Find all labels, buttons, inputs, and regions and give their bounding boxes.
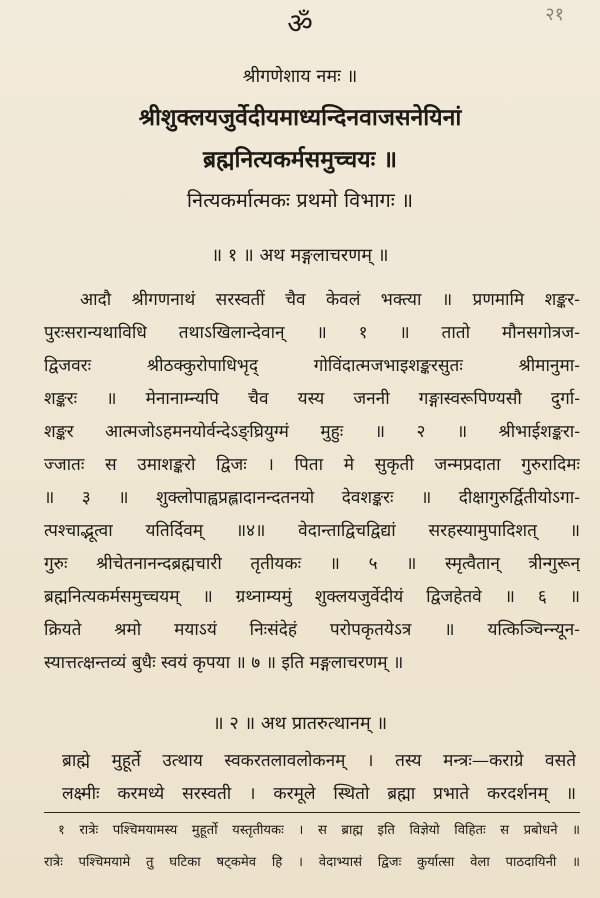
text-line: ब्राह्मे मुहूर्ते उत्थाय स्वकरतलावलोकनम् । तस्य मन्त्रः—कराग्रे वसते [62, 751, 576, 771]
invocation-heading: श्रीगणेशाय नमः ॥ [242, 66, 358, 87]
section-2-body [62, 745, 576, 811]
text-line: गुरुः श्रीचेतनानन्दब्रह्मचारी तृतीयकः ॥ ५ ॥ स्मृत्वैतान् त्रीन्गुरून् [44, 554, 580, 574]
section-2-heading: ॥ २ ॥ अथ प्रातरुत्थानम् ॥ [212, 713, 388, 734]
text-line: पुरःसरान्यथाविधि तथाऽखिलान्देवान् ॥ १ ॥ तातो मौनसगोत्रज- [44, 323, 580, 343]
text-line: क्रियते श्रमो मयाऽयं निःसंदेहं परोपकृतयेऽत्र ॥ यत्किञ्चिन्न्यून- [44, 620, 580, 640]
page-number: २१ [545, 4, 564, 25]
title-line-1: श्रीशुक्लयजुर्वेदीयमाध्यन्दिनवाजसनेयिनां [138, 104, 462, 131]
subtitle: नित्यकर्मात्मकः प्रथमो विभागः ॥ [186, 188, 414, 212]
text-line: स्यात्तत्क्षन्तव्यं बुधैः स्वयं कृपया ॥ ७ ॥ इति मङ्गलाचरणम् ॥ [44, 653, 404, 673]
text-line: शङ्करः ॥ मेनानाम्न्यपि चैव यस्य जननी गङ्गास्वरूपिण्यसौ दुर्गा- [44, 389, 580, 409]
text-line: ॥ ३ ॥ शुक्लोपाह्वप्रह्लादानन्दतनयो देवशङ्करः ॥ दीक्षागुरुर्द्वितीयोऽगा- [44, 488, 580, 508]
text-line: त्पश्चाद्भूत्वा यतिर्दिवम् ॥४॥ वेदान्ताद्विचद्विद्यां सरहस्यामुपादिशत् ॥ [44, 521, 580, 541]
title-line-2: ब्रह्मनित्यकर्मसमुच्चयः ॥ [202, 146, 398, 173]
text-line: ज्जातः स उमाशङ्करो द्विजः । पिता मे सुकृती जन्मप्रदाता गुरुरादिमः [44, 455, 580, 475]
footnote-line: १ रात्रेः पश्चिमयामस्य मुहूर्तो यस्तृतीयकः । स ब्राह्म इति विज्ञेयो विहितः स प्रबोधने ॥ [58, 823, 580, 838]
text-line: शङ्कर आत्मजोऽहमनयोर्वन्देऽङ्घ्रियुग्मं मुहुः ॥ २ ॥ श्रीभाईशङ्करा- [44, 422, 580, 442]
footnote-line: रात्रेः पश्चिमयामे तु घटिका षट्कमेव हि । वेदाभ्यासं द्विजः कुर्यात्सा वेला पाठदायिनी ॥ [44, 855, 580, 870]
text-line: द्विजवरः श्रीठक्कुरोपाधिभृद् गोविंदात्मजभाइशङ्करसुतः श्रीमानुमा- [44, 356, 580, 376]
section-1-heading: ॥ १ ॥ अथ मङ्गलाचरणम् ॥ [211, 245, 389, 266]
text-line: लक्ष्मीः करमध्ये सरस्वती । करमूले स्थितो ब्रह्मा प्रभाते करदर्शनम् ॥ [62, 784, 576, 804]
section-1-body [44, 284, 580, 680]
om-symbol: ॐ [287, 7, 313, 40]
text-line: ब्रह्मनित्यकर्मसमुच्चयम् ॥ ग्रथ्नाम्यमुं शुक्लयजुर्वेदीयं द्विजहेतवे ॥ ६ ॥ [44, 587, 580, 607]
footnote-divider [44, 812, 580, 813]
text-line: आदौ श्रीगणनाथं सरस्वतीं चैव केवलं भक्त्या ॥ प्रणमामि शङ्कर- [80, 290, 580, 310]
